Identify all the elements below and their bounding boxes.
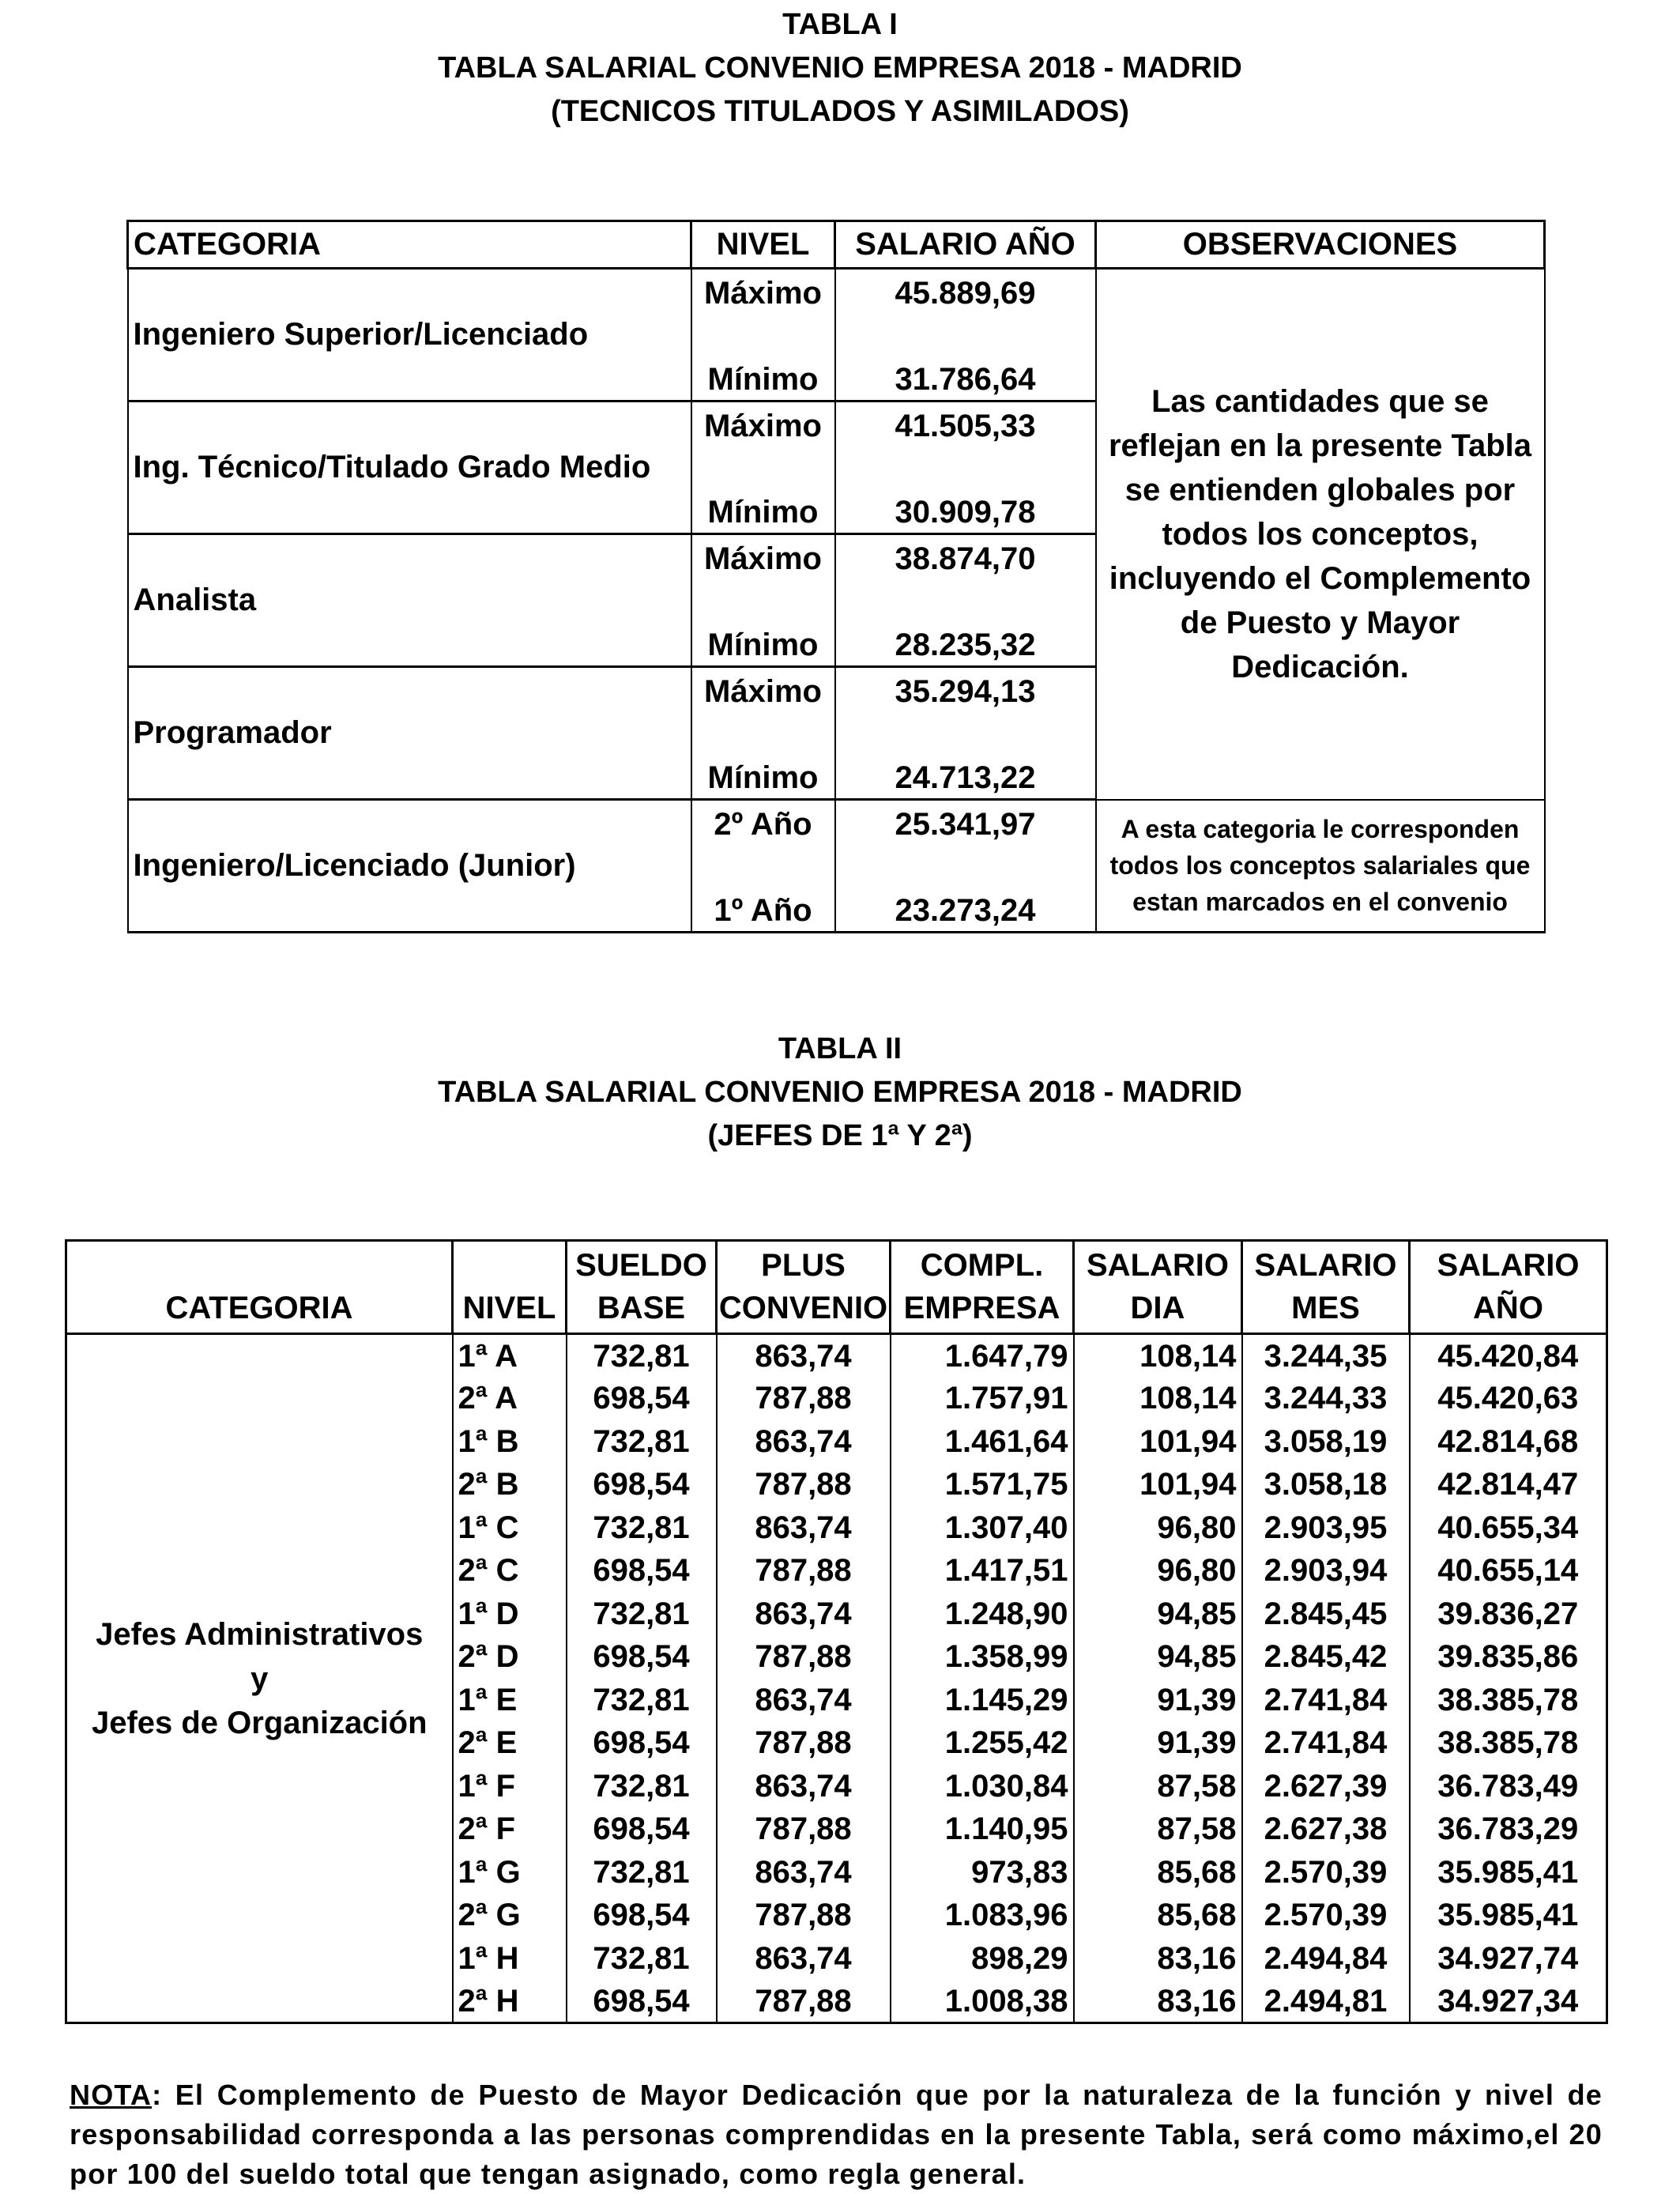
header-nivel: NIVEL (453, 1241, 567, 1334)
plus-convenio-cell: 863,74 (717, 1851, 891, 1894)
sueldo-base-cell: 698,54 (567, 1721, 717, 1765)
salario-cell (835, 534, 1096, 667)
salario-mes-cell: 2.741,84 (1242, 1679, 1410, 1722)
compl-empresa-cell: 1.358,99 (891, 1635, 1074, 1679)
salario-ano-cell: 35.985,41 (1410, 1851, 1607, 1894)
salario-mes-cell: 2.903,94 (1242, 1549, 1410, 1593)
categoria-cell: Analista (128, 534, 691, 667)
salario-dia-cell: 108,14 (1074, 1334, 1242, 1378)
plus-convenio-cell: 787,88 (717, 1894, 891, 1937)
salario-dia-cell: 87,58 (1074, 1765, 1242, 1808)
compl-empresa-cell: 1.307,40 (891, 1506, 1074, 1550)
sueldo-base-cell: 732,81 (567, 1679, 717, 1722)
nivel-cell: 2ª C (453, 1549, 567, 1593)
compl-empresa-cell: 1.248,90 (891, 1593, 1074, 1636)
salario-mes-cell: 2.494,81 (1242, 1980, 1410, 2023)
tabla-1-heading: TABLA I (782, 8, 898, 41)
nivel-top: Máximo (704, 674, 822, 709)
nivel-cell: 2ª H (453, 1980, 567, 2023)
salario-top: 25.341,97 (895, 807, 1036, 842)
nivel-cell: 1ª D (453, 1593, 567, 1636)
compl-empresa-cell: 1.255,42 (891, 1721, 1074, 1765)
plus-convenio-cell: 863,74 (717, 1506, 891, 1550)
compl-empresa-cell: 1.417,51 (891, 1549, 1074, 1593)
salario-dia-cell: 96,80 (1074, 1549, 1242, 1593)
salario-ano-cell: 35.985,41 (1410, 1894, 1607, 1937)
sueldo-base-cell: 698,54 (567, 1463, 717, 1506)
header-salario-mes: SALARIO MES (1242, 1241, 1410, 1334)
plus-convenio-cell: 863,74 (717, 1765, 891, 1808)
salario-dia-cell: 108,14 (1074, 1377, 1242, 1420)
salario-ano-cell: 45.420,84 (1410, 1334, 1607, 1378)
observaciones-junior: A esta categoria le corresponden todos los conceptos salariales que estan marcados en el convenio (1096, 800, 1545, 933)
salario-top: 38.874,70 (895, 541, 1036, 576)
nivel-cell: 1ª G (453, 1851, 567, 1894)
nivel-cell: 1ª F (453, 1765, 567, 1808)
sueldo-base-cell: 732,81 (567, 1765, 717, 1808)
salario-bottom: 31.786,64 (895, 362, 1036, 397)
compl-empresa-cell: 898,29 (891, 1937, 1074, 1981)
nivel-cell (691, 401, 835, 534)
plus-convenio-cell: 787,88 (717, 1721, 891, 1765)
nivel-bottom: Mínimo (707, 760, 819, 795)
plus-convenio-cell: 787,88 (717, 1377, 891, 1420)
salario-ano-cell: 42.814,47 (1410, 1463, 1607, 1506)
compl-empresa-cell: 1.140,95 (891, 1808, 1074, 1851)
compl-empresa-cell: 973,83 (891, 1851, 1074, 1894)
table-row (128, 800, 1545, 933)
plus-convenio-cell: 863,74 (717, 1593, 891, 1636)
plus-convenio-cell: 787,88 (717, 1463, 891, 1506)
nivel-cell: 2ª A (453, 1377, 567, 1420)
salario-mes-cell: 2.741,84 (1242, 1721, 1410, 1765)
header-salario-dia: SALARIO DIA (1074, 1241, 1242, 1334)
header-sueldo-base: SUELDO BASE (567, 1241, 717, 1334)
salario-ano-cell: 36.783,49 (1410, 1765, 1607, 1808)
salario-ano-cell: 34.927,74 (1410, 1937, 1607, 1981)
table-row (128, 269, 1545, 401)
salario-ano-cell: 45.420,63 (1410, 1377, 1607, 1420)
nota-paragraph (70, 2075, 1603, 2194)
salario-mes-cell: 2.494,84 (1242, 1937, 1410, 1981)
salario-mes-cell: 2.903,95 (1242, 1506, 1410, 1550)
salario-ano-cell: 38.385,78 (1410, 1679, 1607, 1722)
nivel-bottom: Mínimo (707, 362, 819, 397)
plus-convenio-cell: 863,74 (717, 1937, 891, 1981)
salario-mes-cell: 3.058,19 (1242, 1420, 1410, 1464)
plus-convenio-cell: 787,88 (717, 1808, 891, 1851)
nota-text: : El Complemento de Puesto de Mayor Dedicación que por la naturaleza de la función y nivel de responsabilidad corresponda a las personas comprendidas en la presente Tabla, será como máximo,el 20 por 100 del sueldo total que tengan asignado, como regla general. (70, 2079, 1603, 2190)
plus-convenio-cell: 787,88 (717, 1549, 891, 1593)
compl-empresa-cell: 1.461,64 (891, 1420, 1074, 1464)
compl-empresa-cell: 1.571,75 (891, 1463, 1074, 1506)
nivel-cell: 1ª E (453, 1679, 567, 1722)
compl-empresa-cell: 1.647,79 (891, 1334, 1074, 1378)
tabla-1-header-row (128, 221, 1545, 269)
categoria-cell: Programador (128, 667, 691, 800)
salario-mes-cell: 2.570,39 (1242, 1894, 1410, 1937)
sueldo-base-cell: 732,81 (567, 1851, 717, 1894)
salario-mes-cell: 3.244,35 (1242, 1334, 1410, 1378)
tabla-1-subtitle: (TECNICOS TITULADOS Y ASIMILADOS) (551, 95, 1129, 128)
sueldo-base-cell: 698,54 (567, 1894, 717, 1937)
salario-top: 35.294,13 (895, 674, 1036, 709)
sueldo-base-cell: 698,54 (567, 1549, 717, 1593)
header-nivel: NIVEL (691, 221, 835, 269)
tabla-2-title: TABLA SALARIAL CONVENIO EMPRESA 2018 - MADRID (438, 1076, 1242, 1109)
nota-label: NOTA (70, 2079, 153, 2111)
compl-empresa-cell: 1.083,96 (891, 1894, 1074, 1937)
tabla-1 (126, 220, 1546, 933)
salario-bottom: 24.713,22 (895, 760, 1036, 795)
categoria-line: Jefes Administrativos (96, 1616, 424, 1652)
header-salario-ano: SALARIO AÑO (1410, 1241, 1607, 1334)
salario-mes-cell: 2.845,42 (1242, 1635, 1410, 1679)
plus-convenio-cell: 787,88 (717, 1635, 891, 1679)
plus-convenio-cell: 863,74 (717, 1420, 891, 1464)
salario-mes-cell: 3.058,18 (1242, 1463, 1410, 1506)
tabla-2-subtitle: (JEFES DE 1ª Y 2ª) (707, 1119, 973, 1152)
categoria-line: Jefes de Organización (91, 1705, 428, 1740)
salario-mes-cell: 2.627,38 (1242, 1808, 1410, 1851)
salario-dia-cell: 85,68 (1074, 1851, 1242, 1894)
nivel-cell: 1ª H (453, 1937, 567, 1981)
salario-mes-cell: 2.845,45 (1242, 1593, 1410, 1636)
salario-ano-cell: 42.814,68 (1410, 1420, 1607, 1464)
salario-dia-cell: 91,39 (1074, 1679, 1242, 1722)
salario-bottom: 30.909,78 (895, 495, 1036, 530)
nivel-cell: 2ª E (453, 1721, 567, 1765)
plus-convenio-cell: 863,74 (717, 1679, 891, 1722)
nivel-cell: 2ª G (453, 1894, 567, 1937)
salario-dia-cell: 85,68 (1074, 1894, 1242, 1937)
header-salario-ano: SALARIO AÑO (835, 221, 1096, 269)
nivel-cell: 2ª D (453, 1635, 567, 1679)
nivel-cell (691, 534, 835, 667)
salario-ano-cell: 39.836,27 (1410, 1593, 1607, 1636)
sueldo-base-cell: 732,81 (567, 1420, 717, 1464)
salario-dia-cell: 101,94 (1074, 1420, 1242, 1464)
tabla-2-titles (0, 1027, 1680, 1158)
nivel-cell: 2ª F (453, 1808, 567, 1851)
header-observaciones: OBSERVACIONES (1096, 221, 1545, 269)
nivel-cell: 2ª B (453, 1463, 567, 1506)
nivel-bottom: Mínimo (707, 495, 819, 530)
categoria-cell: Ingeniero/Licenciado (Junior) (128, 800, 691, 933)
compl-empresa-cell: 1.145,29 (891, 1679, 1074, 1722)
salario-dia-cell: 83,16 (1074, 1980, 1242, 2023)
sueldo-base-cell: 698,54 (567, 1980, 717, 2023)
categoria-cell (66, 1334, 453, 2023)
compl-empresa-cell: 1.757,91 (891, 1377, 1074, 1420)
header-categoria: CATEGORIA (128, 221, 691, 269)
nivel-cell: 1ª B (453, 1420, 567, 1464)
salario-dia-cell: 91,39 (1074, 1721, 1242, 1765)
salario-ano-cell: 34.927,34 (1410, 1980, 1607, 2023)
table-row (66, 1334, 1607, 1378)
sueldo-base-cell: 698,54 (567, 1377, 717, 1420)
nivel-bottom: 1º Año (714, 893, 812, 928)
plus-convenio-cell: 863,74 (717, 1334, 891, 1378)
sueldo-base-cell: 732,81 (567, 1937, 717, 1981)
tabla-2-heading: TABLA II (778, 1032, 902, 1065)
nivel-top: Máximo (704, 276, 822, 311)
salario-cell (835, 800, 1096, 933)
salario-ano-cell: 38.385,78 (1410, 1721, 1607, 1765)
categoria-line: y (250, 1661, 269, 1696)
salario-ano-cell: 40.655,34 (1410, 1506, 1607, 1550)
salario-dia-cell: 87,58 (1074, 1808, 1242, 1851)
nivel-cell (691, 800, 835, 933)
tabla-2-body (66, 1334, 1607, 2023)
salario-mes-cell: 2.570,39 (1242, 1851, 1410, 1894)
tabla-1-title: TABLA SALARIAL CONVENIO EMPRESA 2018 - MADRID (438, 51, 1242, 85)
tabla-2 (65, 1239, 1608, 2024)
header-plus-convenio: PLUS CONVENIO (717, 1241, 891, 1334)
salario-top: 41.505,33 (895, 409, 1036, 443)
sueldo-base-cell: 732,81 (567, 1334, 717, 1378)
salario-top: 45.889,69 (895, 276, 1036, 311)
nivel-top: Máximo (704, 541, 822, 576)
salario-dia-cell: 101,94 (1074, 1463, 1242, 1506)
sueldo-base-cell: 698,54 (567, 1635, 717, 1679)
salario-dia-cell: 94,85 (1074, 1593, 1242, 1636)
salario-bottom: 28.235,32 (895, 628, 1036, 662)
header-compl-empresa: COMPL. EMPRESA (891, 1241, 1074, 1334)
nivel-cell (691, 667, 835, 800)
salario-ano-cell: 36.783,29 (1410, 1808, 1607, 1851)
salario-dia-cell: 96,80 (1074, 1506, 1242, 1550)
sueldo-base-cell: 698,54 (567, 1808, 717, 1851)
nivel-cell (691, 269, 835, 401)
salario-dia-cell: 83,16 (1074, 1937, 1242, 1981)
sueldo-base-cell: 732,81 (567, 1593, 717, 1636)
observaciones-main: Las cantidades que se reflejan en la presente Tabla se entienden globales por todos los conceptos, incluyendo el Complemento de Puesto y Mayor Dedicación. (1096, 269, 1545, 800)
salario-ano-cell: 40.655,14 (1410, 1549, 1607, 1593)
salario-cell (835, 667, 1096, 800)
salario-mes-cell: 3.244,33 (1242, 1377, 1410, 1420)
salario-bottom: 23.273,24 (895, 893, 1036, 928)
tabla-2-header-row (66, 1241, 1607, 1334)
sueldo-base-cell: 732,81 (567, 1506, 717, 1550)
salario-ano-cell: 39.835,86 (1410, 1635, 1607, 1679)
salario-mes-cell: 2.627,39 (1242, 1765, 1410, 1808)
nivel-cell: 1ª A (453, 1334, 567, 1378)
nivel-top: 2º Año (714, 807, 812, 842)
compl-empresa-cell: 1.030,84 (891, 1765, 1074, 1808)
tabla-1-titles (0, 3, 1680, 134)
salario-cell (835, 269, 1096, 401)
salario-dia-cell: 94,85 (1074, 1635, 1242, 1679)
nivel-cell: 1ª C (453, 1506, 567, 1550)
compl-empresa-cell: 1.008,38 (891, 1980, 1074, 2023)
nivel-top: Máximo (704, 409, 822, 443)
header-categoria: CATEGORIA (66, 1241, 453, 1334)
nivel-bottom: Mínimo (707, 628, 819, 662)
salario-cell (835, 401, 1096, 534)
categoria-cell: Ing. Técnico/Titulado Grado Medio (128, 401, 691, 534)
plus-convenio-cell: 787,88 (717, 1980, 891, 2023)
categoria-cell: Ingeniero Superior/Licenciado (128, 269, 691, 401)
